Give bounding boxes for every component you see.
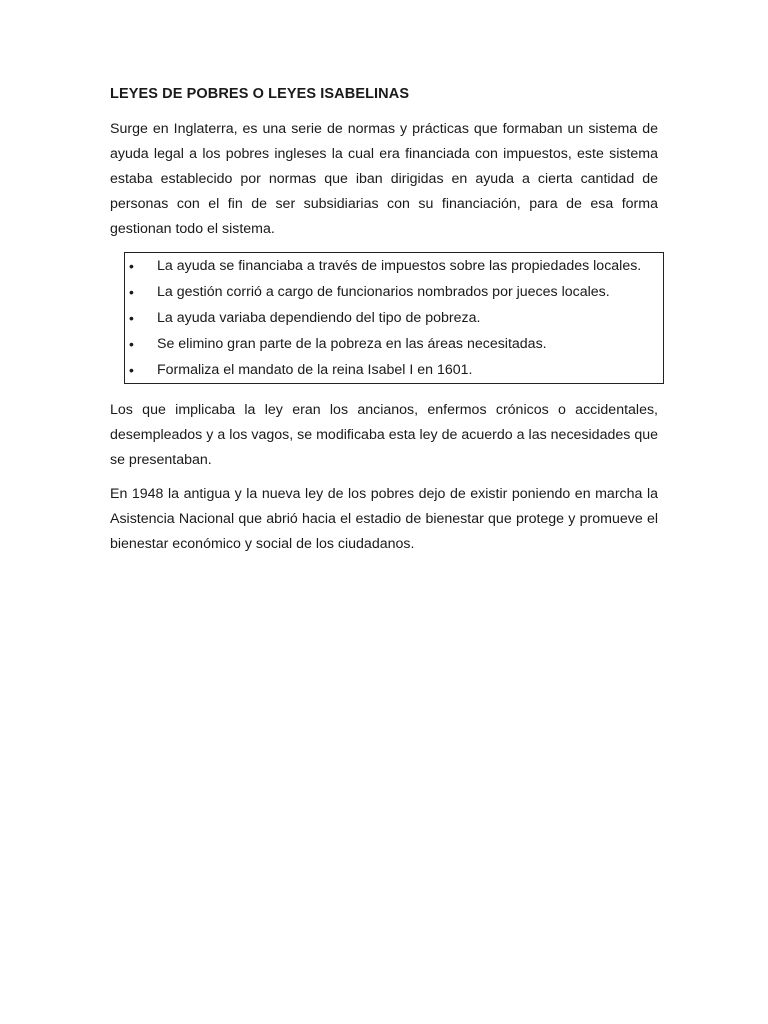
second-paragraph: Los que implicaba la ley eran los ancianos, enfermos crónicos o accidentales, desempleados y a los vagos, se modificaba esta ley de acuerdo a las necesidades que se presentaban.	[110, 402, 658, 468]
list-item	[125, 331, 659, 357]
list-item	[125, 279, 659, 305]
bullet-icon: •	[129, 258, 134, 274]
bullet-box	[124, 252, 664, 384]
list-item	[125, 253, 659, 279]
document-page	[110, 84, 658, 557]
list-item-text: La gestión corrió a cargo de funcionarios nombrados por jueces locales.	[157, 284, 610, 300]
bullet-icon: •	[129, 310, 134, 326]
bullet-list	[125, 253, 663, 383]
intro-paragraph: Surge en Inglaterra, es una serie de normas y prácticas que formaban un sistema de ayuda legal a los pobres ingleses la cual era financiada con impuestos, este sistema estaba establecido por normas que iban dirigidas en ayuda a cierta cantidad de personas con el fin de ser subsidiarias con su financiación, para de esa forma gestionan todo el sistema.	[110, 121, 658, 237]
bullet-icon: •	[129, 336, 134, 352]
bullet-icon: •	[129, 362, 134, 378]
list-item-text: Formaliza el mandato de la reina Isabel I en 1601.	[157, 362, 473, 378]
list-item	[125, 357, 659, 383]
document-title: LEYES DE POBRES O LEYES ISABELINAS	[110, 86, 410, 102]
list-item	[125, 305, 659, 331]
bullet-icon: •	[129, 284, 134, 300]
list-item-text: La ayuda variaba dependiendo del tipo de pobreza.	[157, 310, 481, 326]
third-paragraph: En 1948 la antigua y la nueva ley de los pobres dejo de existir poniendo en marcha la Asistencia Nacional que abrió hacia el estadio de bienestar que protege y promueve el bienestar económico y social de los ciudadanos.	[110, 486, 658, 552]
list-item-text: Se elimino gran parte de la pobreza en las áreas necesitadas.	[157, 336, 547, 352]
list-item-text: La ayuda se financiaba a través de impuestos sobre las propiedades locales.	[157, 258, 642, 274]
